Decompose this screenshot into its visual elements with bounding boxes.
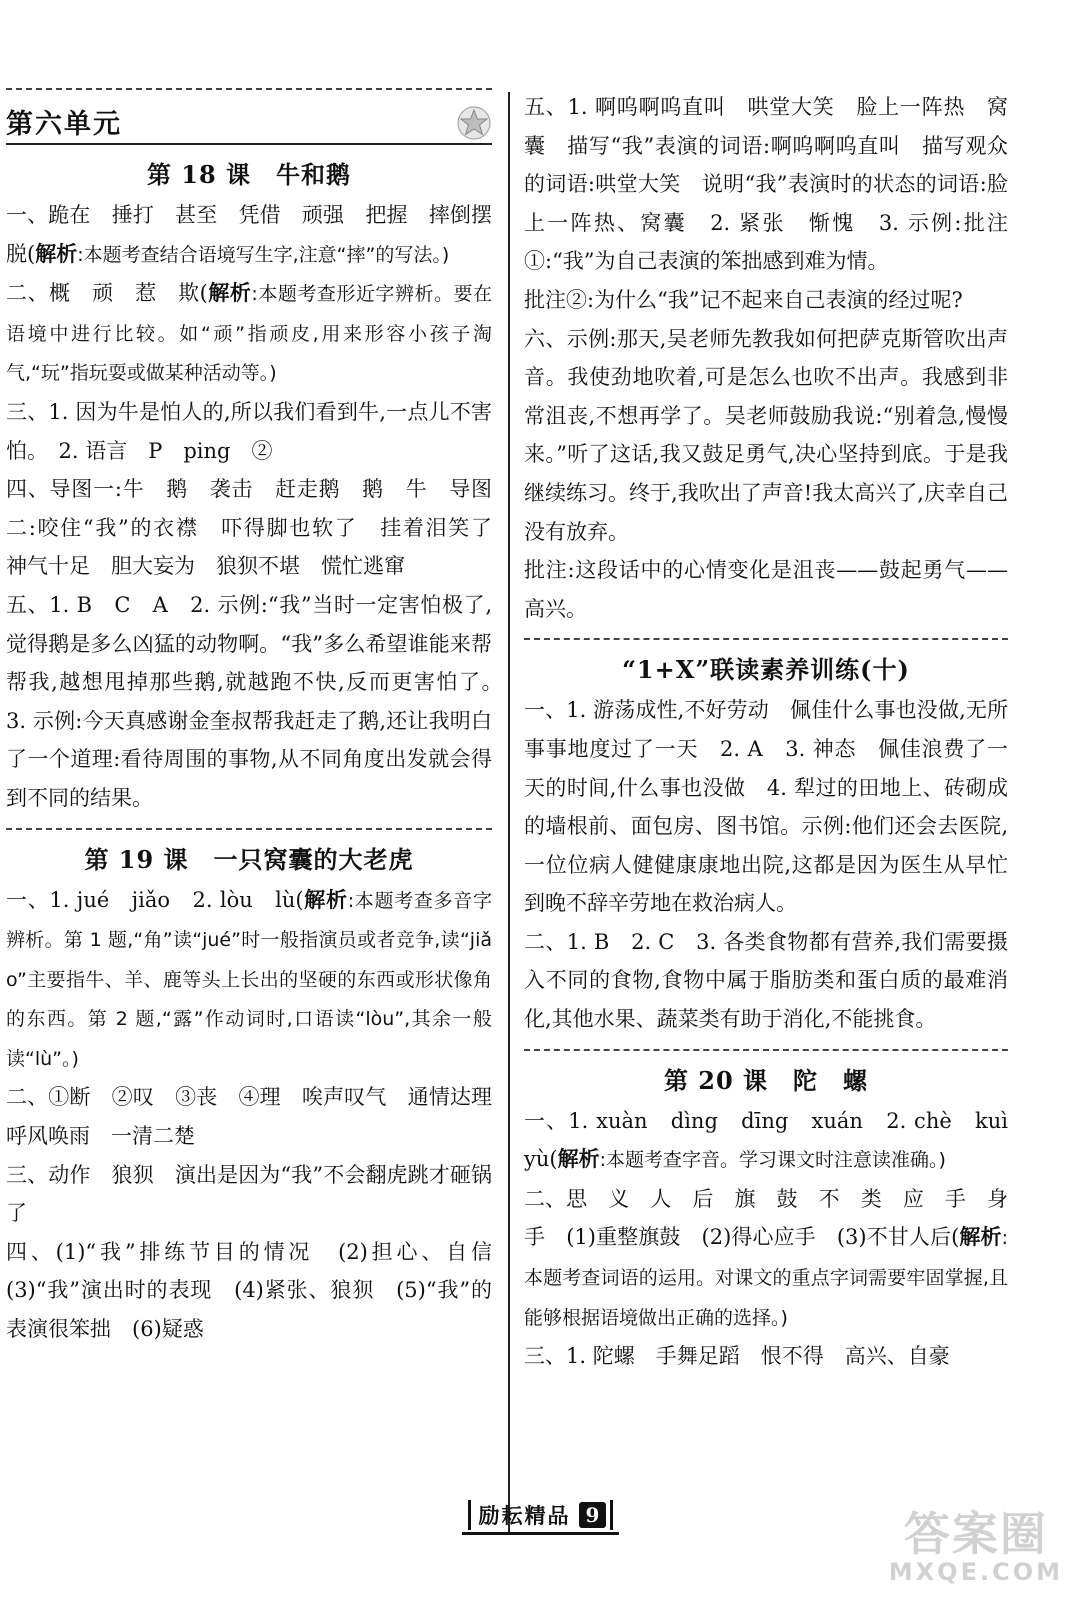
- lesson-20-q3: 三、1. 陀螺 手舞足蹈 恨不得 高兴、自豪: [524, 1344, 950, 1369]
- lesson-19-q2: 二、①断 ②叹 ③丧 ④理 唉声叹气 通情达理 呼风唤雨 一清二楚: [6, 1085, 513, 1149]
- footer-brand: 励耘精品: [478, 1504, 571, 1528]
- watermark-bottom: MXQE.COM: [888, 1558, 1063, 1586]
- text: 二、思 义 人 后 旗 鼓 不 类 应 手 身 手 (1)重整旗鼓 (2)得心应手 (3)不甘人后(: [524, 1186, 1029, 1250]
- lesson-18-q5: 五、1. B C A 2. 示例:“我”当时一定害怕极了,觉得鹅是多么凶猛的动物啊。“我”多么希望谁能来帮帮我,越想甩掉那些鹅,就越跑不快,反而更害怕了。 3. 示例:今天真感谢金奎叔帮我赶走了鹅,还让我明白了一个道理:看待周围的事物,从不同角度出发就会得到不同的结果。: [6, 592, 513, 810]
- text: 一、跪在 捶打 甚至 凭借 顽强 把握 摔倒摆脱(: [6, 203, 492, 266]
- analysis-text: :本题考查结合语境写生字,注意“摔”的写法。): [77, 243, 450, 266]
- analysis-label: 解析: [207, 280, 252, 306]
- training-10-title: “1+X”联读素养训练(十): [622, 655, 910, 685]
- lesson-19-q1: [6, 881, 492, 1079]
- footer-inner: [462, 1500, 620, 1535]
- training-10-q1: 一、1. 游荡成性,不好劳动 佩佳什么事也没做,无所事事地度过了一天 2. A 3. 神态 佩佳浪费了一天的时间,什么事也没做 4. 犁过的田地上、砖砌成的墙根前、面包房、图书馆。示例:他们还会去医院,一位位病人健健康康地出院,这都是因为医生从早忙到晚不辞辛劳地在救治病人。: [524, 698, 1008, 916]
- watermark: [889, 1498, 1063, 1586]
- analysis-label: 解析: [303, 886, 348, 912]
- left-column: [6, 88, 513, 1349]
- lesson-20-title: 第 20 课 陀 螺: [663, 1065, 869, 1095]
- text: 二、概 顽 惹 欺(: [6, 281, 208, 306]
- lesson-18-q4: 四、导图一:牛 鹅 袭击 赶走鹅 鹅 牛 导图二:咬住“我”的衣襟 吓得脚也软了 挂着泪笑了 神气十足 胆大妄为 狼狈不堪 慌忙逃窜: [6, 477, 513, 579]
- analysis-label: 解析: [557, 1146, 600, 1172]
- training-10-q2: 二、1. B 2. C 3. 各类食物都有营养,我们需要摄入不同的食物,食物中属于脂肪类和蛋白质的最难消化,其他水果、蔬菜类有助于消化,不能挑食。: [524, 929, 1008, 1032]
- star-icon: [456, 105, 492, 141]
- analysis-label: 解析: [959, 1224, 1002, 1250]
- watermark-top: 答案圈: [903, 1507, 1048, 1561]
- analysis-text: :本题考查形近字辨析。要在语境中进行比较。如“顽”指顽皮,用来形容小孩子淘气,“玩”指玩耍或做某种活动等。): [6, 283, 493, 385]
- footer-bar-left: [468, 1500, 471, 1530]
- unit-title: 第六单元: [6, 109, 122, 140]
- analysis-text: :本题考查词语的运用。对课文的重点字词需要牢固掌握,且能够根据语境做出正确的选择。): [524, 1227, 1008, 1329]
- lesson-20-q1: [524, 1102, 1029, 1180]
- analysis-label: 解析: [35, 240, 78, 266]
- lesson-19-q6: 六、示例:那天,吴老师先教我如何把萨克斯管吹出声音。我使劲地吹着,可是怎么也吹不出声。我感到非常沮丧,不想再学了。吴老师鼓励我说:“别着急,慢慢来。”听了这话,我又鼓足勇气,决心坚持到底。于是我继续练习。终于,我吹出了声音!我太高兴了,庆幸自己没有放弃。: [524, 326, 1008, 544]
- lesson-18-q3: 三、1. 因为牛是怕人的,所以我们看到牛,一点儿不害怕。 2. 语言 P ping ②: [6, 399, 492, 463]
- analysis-text: :本题考查多音字辨析。第 1 题,“角”读“jué”时一般指演员或者竞争,读“jiǎo”主要指牛、羊、鹿等头上长出的坚硬的东西或形状像角的东西。第 2 题,“露”作动词时,口语读“lòu”,其余一般读“lù”。): [6, 889, 492, 1070]
- lesson-19-q5: 五、1. 啊呜啊呜直叫 哄堂大笑 脸上一阵热 窝囊 描写“我”表演的词语:啊呜啊呜直叫 描写观众的词语:哄堂大笑 说明“我”表演时的状态的词语:脸上一阵热、窝囊 2. 紧张 惭愧 3. 示例:批注①:“我”为自己表演的笨拙感到难为情。: [524, 95, 1008, 274]
- lesson-18-q2: [6, 274, 492, 393]
- lesson-19-q3: 三、动作 狼狈 演出是因为“我”不会翻虎跳才砸锅了: [6, 1162, 492, 1226]
- section-divider: [6, 828, 492, 830]
- page-number: 9: [579, 1502, 607, 1528]
- column-divider: [508, 92, 510, 1532]
- lesson-19-q5-note2: 批注②:为什么“我”记不起来自己表演的经过呢?: [524, 287, 963, 312]
- unit-header: [6, 102, 492, 145]
- lesson-20-q2: [524, 1180, 1029, 1337]
- lesson-19-q6-note: 批注:这段话中的心情变化是沮丧——鼓起勇气——高兴。: [524, 558, 1008, 621]
- footer-bar-right: [610, 1500, 613, 1530]
- lesson-18-title: 第 18 课 牛和鹅: [146, 160, 352, 189]
- right-column: [524, 88, 1029, 1376]
- section-divider: [524, 1049, 1008, 1051]
- section-divider: [524, 638, 1008, 640]
- text: 一、1. xuàn dìng dīng xuán 2. chè kuì yù(: [524, 1108, 1029, 1172]
- lesson-19-q4: 四、(1)“我”排练节目的情况 (2)担心、自信 (3)“我”演出时的表现 (4)紧张、狼狈 (5)“我”的表演很笨拙 (6)疑惑: [6, 1239, 513, 1342]
- top-divider: [6, 88, 492, 90]
- analysis-text: :本题考查字音。学习课文时注意读准确。): [599, 1149, 946, 1172]
- lesson-18-q1: [6, 196, 492, 274]
- text: 一、1. jué jiǎo 2. lòu lù(: [6, 887, 304, 912]
- lesson-19-title: 第 19 课 一只窝囊的大老虎: [84, 844, 414, 874]
